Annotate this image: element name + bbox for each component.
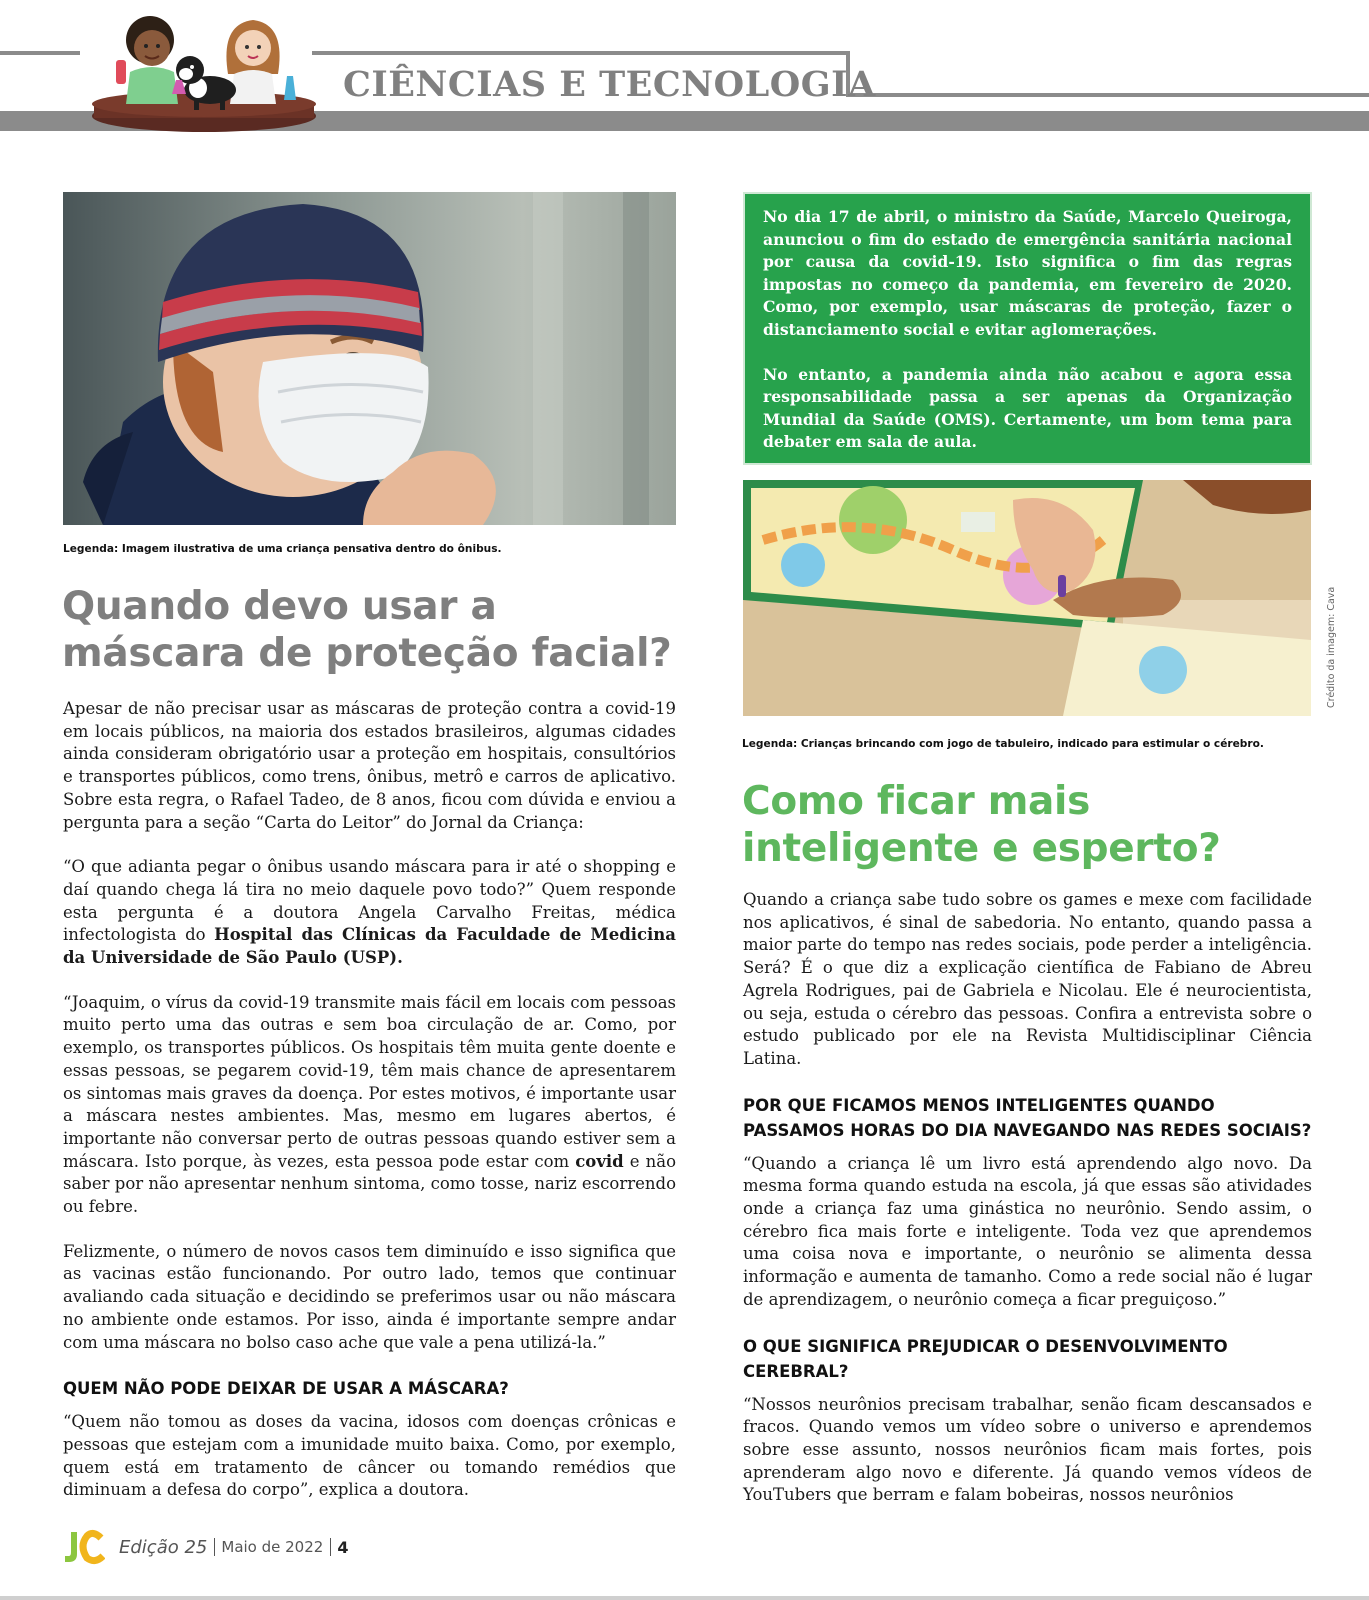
jc-logo-icon xyxy=(63,1528,105,1566)
paragraph: Apesar de não precisar usar as máscaras de proteção contra a covid-19 em locais públicos, na maioria dos estados brasileiros, algumas cidades ainda consideram obrigatório usar a proteção em hospitais, consultórios e transportes públicos, como trens, ônibus, metrô e carros de aplicativo. Sobre esta regra, o Rafael Tadeo, de 8 anos, ficou com dúvida e enviou a pergunta para a seção “Carta do Leitor” do Jornal da Criança: xyxy=(63,699,676,832)
paragraph: “O que adianta pegar o ônibus usando máscara para ir até o shopping e daí quando chega lá tira no meio daquele povo todo?” Quem responde esta pergunta é a doutora Angela Carvalho Freitas, médica infectologista do Hospital das Clínicas da Faculdade de Medicina da Universidade de São Paulo (USP). xyxy=(63,857,676,968)
page-number: 4 xyxy=(337,1537,349,1557)
footer-separator xyxy=(330,1538,331,1556)
article-headline: Como ficar mais inteligente e esperto? xyxy=(742,779,1221,871)
edition-date: Maio de 2022 xyxy=(221,1538,324,1556)
photo-caption: Legenda: Imagem ilustrativa de uma criança pensativa dentro do ônibus. xyxy=(63,543,502,555)
article-body-left xyxy=(63,698,676,1524)
image-credit: Crédito da imagem: Cava xyxy=(1326,586,1337,708)
subheading: QUEM NÃO PODE DEIXAR DE USAR A MÁSCARA? xyxy=(63,1379,509,1399)
header-rule-right xyxy=(846,93,1369,97)
footer-separator xyxy=(214,1538,215,1556)
box-paragraph: No entanto, a pandemia ainda não acabou e agora essa responsabilidade passa a ser apenas da Organização Mundial da Saúde (OMS). Certamente, um bom tema para debater em sala de aula. xyxy=(763,364,1292,452)
edition-label: Edição 25 xyxy=(119,1536,208,1558)
page-footer xyxy=(63,1527,348,1567)
paragraph: Felizmente, o número de novos casos tem diminuído e isso significa que as vacinas estão funcionando. Por outro lado, temos que continuar avaliando cada situação e decidindo se preferimos usar ou não máscara no ambiente onde estamos. Por isso, ainda é importante sempre andar com uma máscara no bolso caso ache que vale a pena utilizá-la.” xyxy=(63,1241,676,1352)
paragraph: Quando a criança sabe tudo sobre os games e mexe com facilidade nos aplicativos, é sinal de sabedoria. No entanto, quando passa a maior parte do tempo nas redes sociais, pode perder a inteligência. Será? É o que diz a explicação científica de Fabiano de Abreu Agrela Rodrigues, pai de Gabriela e Nicolau. Ele é neurocientista, ou seja, estuda o cérebro das pessoas. Confira a entrevista sobre o estudo publicado por ele na Revista Multidisciplinar Ciência Latina. xyxy=(743,890,1312,1068)
paragraph: “Nossos neurônios precisam trabalhar, senão ficam descansados e fracos. Quando vemos um vídeo sobre o universo e aprendemos sobre esse assunto, nossos neurônios ficam mais fortes, pois aprenderam algo novo e diferente. Já quando vemos vídeos de YouTubers que berram e falam bobeiras, nossos neurônios xyxy=(743,1394,1312,1505)
header-rule-left xyxy=(0,51,80,55)
news-highlight-box xyxy=(743,192,1312,465)
children-playing-board-game-photo xyxy=(743,480,1311,716)
subheading: POR QUE FICAMOS MENOS INTELIGENTES QUANDO PASSAMOS HORAS DO DIA NAVEGANDO NAS REDES SOCIAIS? xyxy=(743,1095,1312,1140)
section-title: CIÊNCIAS E TECNOLOGIA xyxy=(343,64,876,105)
article-headline: Quando devo usar a máscara de proteção facial? xyxy=(62,584,672,676)
paragraph: “Quando a criança lê um livro está aprendendo algo novo. Da mesma forma quando estuda na escola, já que essas são atividades onde a criança faz uma ginástica no neurônio. Sendo assim, o cérebro fica mais forte e inteligente. Toda vez que aprendemos uma coisa nova e importante, o neurônio se alimenta dessa informação e aumenta de tamanho. Como a rede social não é lugar de aprendizagem, o neurônio começa a ficar preguiçoso.” xyxy=(743,1153,1312,1309)
bottom-rule xyxy=(0,1596,1369,1600)
child-with-face-mask-photo xyxy=(63,192,676,525)
subheading: O QUE SIGNIFICA PREJUDICAR O DESENVOLVIMENTO CEREBRAL? xyxy=(743,1336,1228,1381)
paragraph: “Quem não tomou as doses da vacina, idosos com doenças crônicas e pessoas que estejam com a imunidade muito baixa. Como, por exemplo, quem está em tratamento de câncer ou tomando remédios que diminuam a defesa do corpo”, explica a doutora. xyxy=(63,1412,676,1500)
photo-caption: Legenda: Crianças brincando com jogo de tabuleiro, indicado para estimular o cérebro. xyxy=(742,738,1264,750)
article-body-right xyxy=(743,889,1312,1529)
children-scientists-icon xyxy=(88,4,328,138)
box-paragraph: No dia 17 de abril, o ministro da Saúde, Marcelo Queiroga, anunciou o fim do estado de emergência sanitária nacional por causa da covid-19. Isto significa o fim das regras impostas no começo da pandemia, em fevereiro de 2020. Como, por exemplo, usar máscaras de proteção, fazer o distanciamento social e evitar aglomerações. xyxy=(763,207,1292,339)
paragraph: “Joaquim, o vírus da covid-19 transmite mais fácil em locais com pessoas muito perto uma das outras e sem boa circulação de ar. Como, por exemplo, os transportes públicos. Os hospitais têm muita gente doente e essas pessoas, se pegarem covid-19, têm mais chance de apresentarem os sintomas mais graves da doença. Por estes motivos, é importante usar a máscara nestes ambientes. Mas, mesmo em lugares abertos, é importante não conversar perto de outras pessoas quando estiver sem a máscara. Isto porque, às vezes, esta pessoa pode estar com covid e não saber por não apresentar nenhum sintoma, como tosse, nariz escorrendo ou febre. xyxy=(63,992,677,1217)
